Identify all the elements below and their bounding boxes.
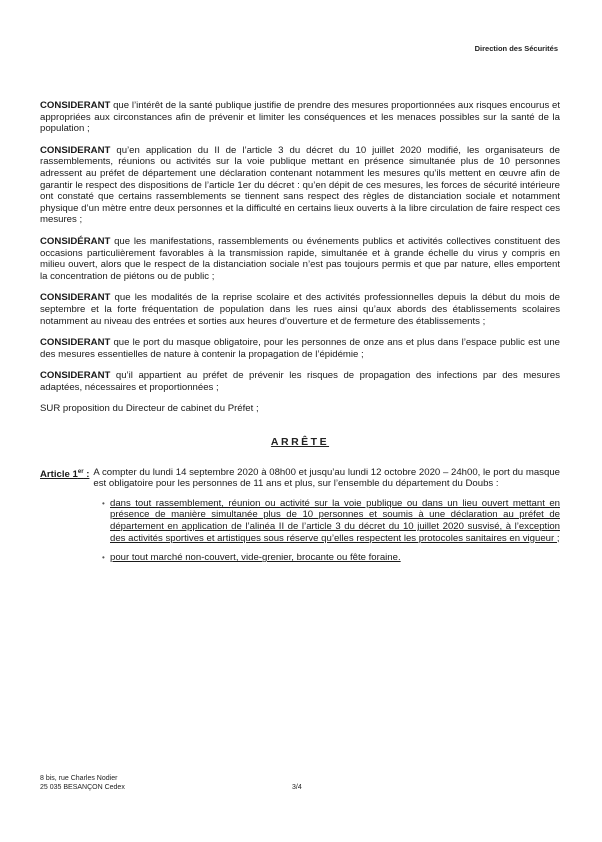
article-label-colon: : [83, 468, 90, 480]
paragraph-lead: CONSIDERANT [40, 100, 111, 111]
document-title: ARRÊTE [270, 436, 330, 449]
paragraph-text: qu’il appartient au préfet de prévenir les risques de propagation des infections par des mesures adaptées, nécessaires et proportionnées ; [40, 370, 560, 393]
article-text: A compter du lundi 14 septembre 2020 à 08h00 et jusqu’au lundi 12 octobre 2020 – 24h00, le port du masque est obligatoire pour les personnes de 11 ans et plus, sur l’ensemble du département du Doubs : [93, 466, 560, 490]
document-body [40, 100, 560, 572]
paragraph-lead: CONSIDERANT [40, 292, 111, 304]
paragraph-considerant-3 [40, 236, 560, 282]
paragraph-lead: CONSIDÉRANT [40, 235, 111, 247]
article-1 [40, 467, 560, 490]
paragraph-text: que l’intérêt de la santé publique justifie de prendre des mesures proportionnées aux risques encourus et appropriées aux circonstances afin de prévenir et limiter les conséquences et les menaces possibles sur la santé de la population ; [40, 100, 560, 135]
department-header: Direction des Sécurités [474, 44, 558, 53]
paragraph-considerant-2 [40, 145, 560, 226]
page-number: 3/4 [292, 784, 302, 791]
paragraph-text: que les manifestations, rassemblements ou événements publics et activités collectives constituent des occasions particulièrement favorables à la transmission rapide, simultanée et à grande échelle du virus y compris en milieu ouvert, alors que le respect de la distanciation sociale n’est pas toujours permis et que par nature, elles emportent la concentration de piétons ou de public ; [40, 235, 560, 282]
article-label-text: Article 1 [40, 468, 78, 480]
paragraph-lead: CONSIDERANT [40, 144, 111, 156]
paragraph-text: SUR proposition du Directeur de cabinet du Préfet ; [40, 403, 259, 415]
paragraph-proposition [40, 403, 560, 415]
article-label-sup: er [77, 468, 84, 475]
address-line-1: 8 bis, rue Charles Nodier [40, 775, 118, 782]
paragraph-text: que le port du masque obligatoire, pour les personnes de onze ans et plus dans l’espace public est une des mesures essentielles de nature à contenir la propagation de l’épidémie ; [40, 337, 560, 360]
paragraph-considerant-4 [40, 292, 560, 327]
address-line-2: 25 035 BESANÇON Cedex [40, 784, 125, 791]
list-item: • pour tout marché non-couvert, vide-grenier, brocante ou fête foraine. [102, 552, 560, 564]
article-bullet-list [102, 498, 560, 564]
paragraph-text: que les modalités de la reprise scolaire et des activités professionnelles depuis la début du mois de septembre et la forte fréquentation de population dans les rues ainsi qu’aux abords des établissements scolaires notamment au niveau des entrées et sorties aux heures d’ouverture et de fermeture des établissements ; [40, 292, 560, 327]
footer-address [40, 774, 125, 792]
title-container [40, 437, 560, 449]
paragraph-text: qu’en application du II de l’article 3 du décret du 10 juillet 2020 modifié, les organisateurs de rassemblements, réunions ou activités sur la voie publique mettant en présence simultanée plus de 10 personnes adressent au préfet de département une déclaration contenant notamment les mesures qu’ils mettent en œuvre afin de garantir le respect des dispositions de l’article 1er du décret : qu’en dépit de ces mesures, les forces de sécurité intérieure ont constaté que certains rassemblements se tiennent sans respect des règles de distanciation sociale et notamment physique d’un mètre entre deux personnes et la difficulté en certains lieux ouverts à la libre circulation de faire respect ces mesures ; [40, 144, 560, 226]
list-item: • dans tout rassemblement, réunion ou activité sur la voie publique ou dans un lieu ouvert mettant en présence de manière simultanée plus de 10 personnes et soumis à une déclaration au préfet de département en application de l’alinéa II de l’article 3 du décret du 10 juillet 2020 susvisé, à l’exception des activités sportives et artistiques sous réserve qu’elles respectent les protocoles sanitaires en vigueur ; [102, 498, 560, 544]
paragraph-considerant-1 [40, 100, 560, 135]
paragraph-considerant-5 [40, 337, 560, 360]
paragraph-considerant-6 [40, 370, 560, 393]
article-label [40, 467, 89, 490]
paragraph-lead: CONSIDERANT [40, 370, 111, 382]
paragraph-lead: CONSIDERANT [40, 337, 111, 349]
